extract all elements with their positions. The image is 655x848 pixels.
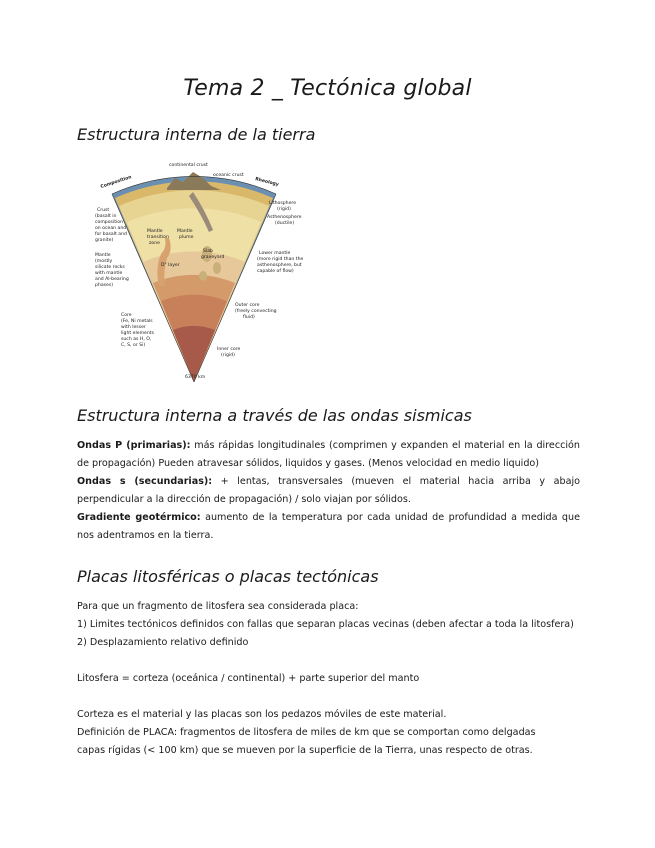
- earth-layers: [112, 176, 276, 382]
- placas-line: Para que un fragmento de litosfera sea considerada placa:: [77, 601, 359, 612]
- core-desc-line: with lesser: [121, 325, 146, 330]
- placas-line: Corteza es el material y las placas son los pedazos móviles de este material.: [77, 709, 447, 720]
- outer-core-desc-line: (freely convecting: [235, 309, 277, 314]
- core-desc-line: such as H, O,: [121, 337, 152, 342]
- crust-desc-line: for basalt and: [95, 232, 127, 237]
- mantle-label-group: [95, 252, 129, 288]
- crust-desc-line: composition: [95, 220, 124, 225]
- ondas-s-text: + lentas, transversales (mueven el material hacia arriba y abajo perpendicular a la dirección de propagación) / solo viajan por sólidos.: [77, 476, 580, 505]
- label-crust: Crust: [97, 208, 110, 213]
- placas-line: 1) Limites tectónicos definidos con fallas que separan placas vecinas (deben afectar a toda la litosfera): [77, 619, 574, 630]
- core-label-group: [121, 312, 155, 348]
- label-center-depth: 6370 km: [185, 375, 206, 380]
- gradiente-paragraph: [77, 509, 580, 545]
- label-continental-crust: continental crust: [169, 163, 208, 168]
- placas-line: Litosfera = corteza (oceánica / continental) + parte superior del manto: [77, 673, 420, 684]
- label-lower-mantle: Lower mantle: [259, 251, 291, 256]
- label-dpp-layer: D" layer: [161, 263, 180, 268]
- lower-mantle-desc-line: (more rigid than the: [257, 257, 304, 262]
- earth-structure-figure: [95, 158, 315, 388]
- label-outer-core: Outer core: [235, 303, 260, 308]
- placas-line: capas rígidas (< 100 km) que se mueven por la superficie de la Tierra, unas respecto de otras.: [77, 745, 533, 756]
- section-heading-placas: Placas litosféricas o placas tectónicas: [77, 567, 379, 586]
- label-lithosphere: Lithosphere: [269, 201, 297, 206]
- ondas-p-text: más rápidas longitudinales (comprimen y expanden el material en la dirección de propagación) Pueden atravesar sólidos, liquidos y gases. (Menos velocidad en medio liquido): [77, 440, 580, 469]
- label-composition: Composition: [100, 175, 133, 190]
- ondas-s-paragraph: [77, 473, 580, 509]
- label-asthenosphere: Asthenosphere: [267, 215, 302, 220]
- outer-core-desc-line: fluid): [243, 315, 255, 320]
- section-heading-ondas: Estructura interna a través de las ondas sismicas: [77, 406, 472, 425]
- ondas-p-paragraph: [77, 437, 580, 473]
- core-desc-line: (Fe, Ni metals: [121, 319, 153, 324]
- mantle-desc-line: (mostly: [95, 259, 113, 264]
- core-desc-line: C, S, or Si): [121, 343, 146, 348]
- label-lithosphere-sub: (rigid): [277, 207, 291, 212]
- label-transition-zone: Mantle: [147, 229, 163, 234]
- placas-line: Definición de PLACA: fragmentos de litosfera de miles de km que se comportan como delgadas: [77, 727, 536, 738]
- mantle-desc-line: phases): [95, 283, 114, 288]
- label-oceanic-crust: oceanic crust: [213, 173, 244, 178]
- label-slab: Slab: [203, 249, 213, 254]
- lower-mantle-label-group: [257, 250, 303, 274]
- crust-desc-line: (basalt in: [95, 214, 117, 219]
- label-slab: graveyard: [201, 255, 225, 260]
- lower-mantle-desc-line: asthenosphere, but: [257, 263, 302, 268]
- label-transition-zone: zone: [149, 241, 160, 246]
- label-inner-core: Inner core: [217, 347, 241, 352]
- mantle-desc-line: silicate rocks: [95, 265, 125, 270]
- mantle-desc-line: with mantle: [95, 271, 123, 276]
- section-heading-estructura: Estructura interna de la tierra: [77, 125, 316, 144]
- label-rheology: Rheology: [254, 177, 280, 188]
- core-desc-line: light elements: [121, 331, 154, 336]
- gradiente-text: aumento de la temperatura por cada unidad de profundidad a medida que nos adentramos en la tierra.: [77, 512, 580, 541]
- label-transition-zone: transition: [147, 235, 169, 240]
- mantle-desc-line: and Al-bearing: [95, 277, 129, 282]
- crust-desc-line: on ocean and: [95, 226, 127, 231]
- crust-desc-line: granite): [95, 238, 114, 243]
- ondas-s-label: Ondas s (secundarias):: [77, 476, 213, 487]
- label-mantle: Mantle: [95, 253, 111, 258]
- lower-mantle-desc-line: capable of flow): [257, 269, 294, 274]
- label-mantle-plume: Mantle: [177, 229, 193, 234]
- ondas-p-label: Ondas P (primarias):: [77, 440, 191, 451]
- label-asthenosphere-sub: (ductile): [275, 221, 295, 226]
- label-mantle-plume: plume: [179, 235, 194, 240]
- outer-core-label-group: [235, 302, 277, 320]
- gradiente-label: Gradiente geotérmico:: [77, 512, 201, 523]
- label-inner-core-sub: (rigid): [221, 353, 235, 358]
- placas-line: 2) Desplazamiento relativo definido: [77, 637, 249, 648]
- label-core: Core: [121, 313, 132, 318]
- page-title: Tema 2 _ Tectónica global: [183, 76, 472, 101]
